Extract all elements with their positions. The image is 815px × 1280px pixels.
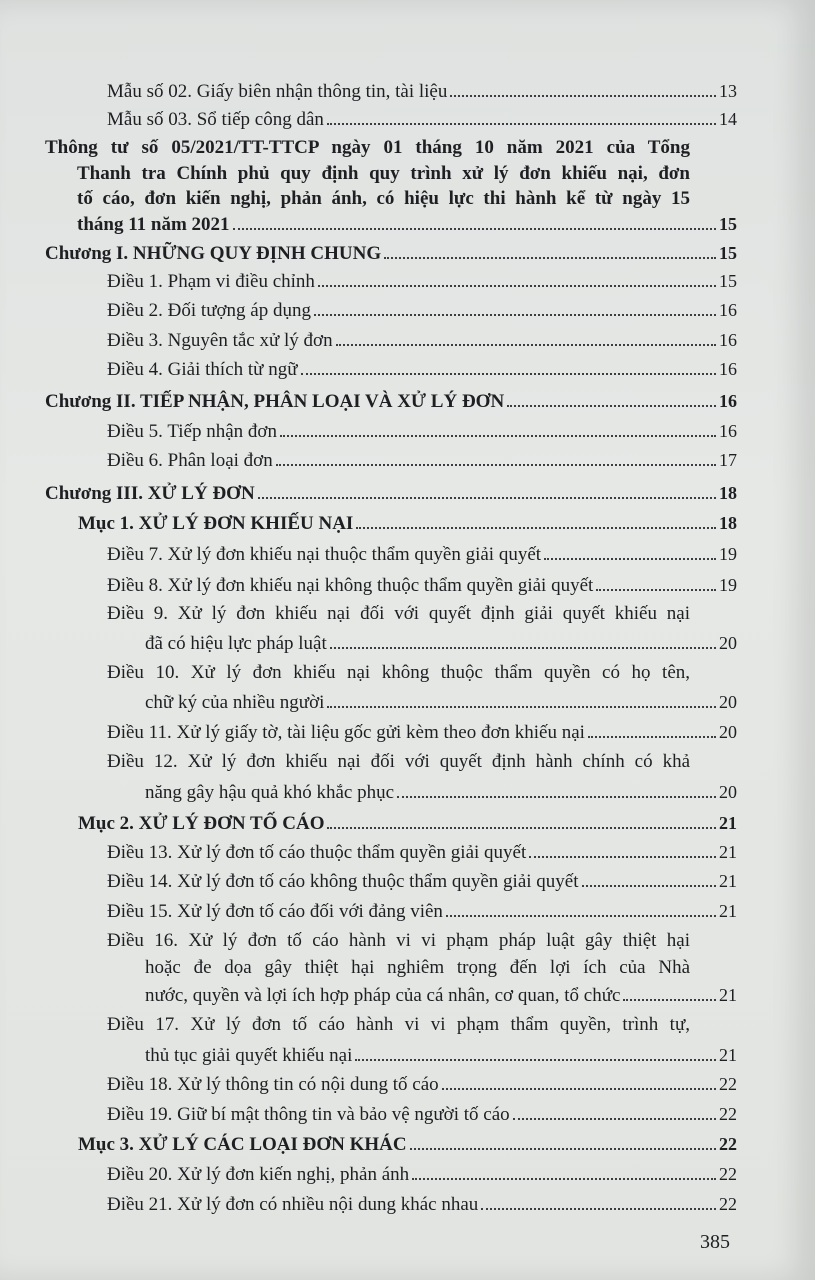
toc-entry-title: đã có hiệu lực pháp luật <box>145 633 327 654</box>
toc-entry-title: nước, quyền và lợi ích hợp pháp của cá nhân, cơ quan, tổ chức <box>145 985 621 1006</box>
toc-entry-dieu-10-line-2 <box>145 690 737 715</box>
leader-dots <box>412 1162 716 1180</box>
toc-entry-title: Mẫu số 03. Sổ tiếp công dân <box>107 109 324 130</box>
toc-entry-dieu-12-line-1: Điều 12. Xử lý đơn khiếu nại đối với quyết định hành chính có khả <box>107 751 690 772</box>
toc-page-number: 16 <box>719 359 737 379</box>
toc-page-number: 21 <box>719 871 737 891</box>
leader-dots <box>276 448 716 466</box>
leader-dots <box>258 481 716 499</box>
toc-entry-dieu-8 <box>107 573 737 598</box>
toc-page-number: 16 <box>719 300 737 320</box>
leader-dots <box>327 107 716 125</box>
toc-entry-dieu-17-line-1: Điều 17. Xử lý đơn tố cáo hành vi vi phạm thẩm quyền, trình tự, <box>107 1014 690 1035</box>
toc-page-number: 20 <box>719 722 737 742</box>
toc-page-number: 16 <box>719 391 737 411</box>
toc-entry-title: Chương II. TIẾP NHẬN, PHÂN LOẠI VÀ XỬ LÝ ĐƠN <box>45 391 505 412</box>
toc-entry-mau-02 <box>107 79 737 104</box>
toc-page-number: 17 <box>719 450 737 470</box>
leader-dots <box>233 212 716 230</box>
toc-entry-title: Điều 5. Tiếp nhận đơn <box>107 421 277 442</box>
leader-dots <box>280 419 716 437</box>
toc-entry-title: Điều 18. Xử lý thông tin có nội dung tố cáo <box>107 1074 439 1095</box>
toc-page-number: 19 <box>719 544 737 564</box>
toc-entry-title: Điều 20. Xử lý đơn kiến nghị, phản ánh <box>107 1164 410 1185</box>
toc-entry-title: Điều 2. Đối tượng áp dụng <box>107 300 311 321</box>
leader-dots <box>544 542 716 560</box>
toc-page-number: 13 <box>719 81 737 101</box>
toc-entry-dieu-2 <box>107 298 737 323</box>
toc-page-number: 20 <box>719 782 737 802</box>
toc-entry-dieu-16-line-2: hoặc đe dọa gây thiệt hại nghiêm trọng đến lợi ích của Nhà <box>145 957 690 978</box>
circular-title-line-4 <box>77 212 737 237</box>
toc-entry-dieu-7 <box>107 542 737 567</box>
toc-entry-title: Điều 13. Xử lý đơn tố cáo thuộc thẩm quyền giải quyết <box>107 842 527 863</box>
toc-page-number: 18 <box>719 513 737 533</box>
toc-page-number: 14 <box>719 109 737 129</box>
toc-entry-dieu-5 <box>107 419 737 444</box>
leader-dots <box>529 840 716 858</box>
toc-page-number: 16 <box>719 330 737 350</box>
toc-page-number: 22 <box>719 1194 737 1214</box>
toc-section-3 <box>78 1132 737 1157</box>
toc-page-number: 21 <box>719 1045 737 1065</box>
leader-dots <box>327 690 716 708</box>
leader-dots <box>356 511 716 529</box>
toc-page-number: 22 <box>719 1104 737 1124</box>
toc-page-number: 15 <box>719 271 737 291</box>
toc-chapter-2 <box>45 389 737 414</box>
leader-dots <box>410 1132 716 1150</box>
toc-entry-dieu-14 <box>107 869 737 894</box>
toc-entry-dieu-9-line-1: Điều 9. Xử lý đơn khiếu nại đối với quyết định giải quyết khiếu nại <box>107 603 690 624</box>
toc-entry-title: Điều 6. Phân loại đơn <box>107 450 273 471</box>
toc-entry-dieu-9-line-2 <box>145 631 737 656</box>
toc-entry-title: Điều 15. Xử lý đơn tố cáo đối với đảng viên <box>107 901 443 922</box>
toc-page-number: 22 <box>719 1134 737 1154</box>
leader-dots <box>596 573 716 591</box>
leader-dots <box>513 1102 716 1120</box>
toc-entry-mau-03 <box>107 107 737 132</box>
toc-entry-title: Mẫu số 02. Giấy biên nhận thông tin, tài liệu <box>107 81 448 102</box>
toc-entry-dieu-16-line-3 <box>145 983 737 1008</box>
leader-dots <box>336 328 716 346</box>
leader-dots <box>355 1043 716 1061</box>
toc-page-number: 18 <box>719 483 737 503</box>
toc-entry-title: Điều 19. Giữ bí mật thông tin và bảo vệ người tố cáo <box>107 1104 510 1125</box>
leader-dots <box>327 811 716 829</box>
leader-dots <box>314 298 716 316</box>
toc-entry-title: Điều 8. Xử lý đơn khiếu nại không thuộc thẩm quyền giải quyết <box>107 575 594 596</box>
leader-dots <box>442 1072 716 1090</box>
toc-entry-title: Điều 21. Xử lý đơn có nhiều nội dung khác nhau <box>107 1194 479 1215</box>
toc-entry-title: chữ ký của nhiều người <box>145 692 325 713</box>
toc-chapter-3 <box>45 481 737 506</box>
toc-entry-dieu-15 <box>107 899 737 924</box>
toc-entry-dieu-4 <box>107 357 737 382</box>
toc-entry-dieu-3 <box>107 328 737 353</box>
circular-title-line-1: Thông tư số 05/2021/TT-TTCP ngày 01 tháng 10 năm 2021 của Tổng <box>45 137 690 158</box>
leader-dots <box>384 241 716 259</box>
toc-entry-title: Chương I. NHỮNG QUY ĐỊNH CHUNG <box>45 243 382 264</box>
leader-dots <box>397 780 716 798</box>
leader-dots <box>330 631 716 649</box>
toc-entry-title: Điều 1. Phạm vi điều chỉnh <box>107 271 315 292</box>
toc-page-number: 22 <box>719 1164 737 1184</box>
leader-dots <box>588 720 716 738</box>
toc-entry-title: Mục 1. XỬ LÝ ĐƠN KHIẾU NẠI <box>78 513 354 534</box>
toc-entry-dieu-10-line-1: Điều 10. Xử lý đơn khiếu nại không thuộc thẩm quyền có họ tên, <box>107 662 690 683</box>
leader-dots <box>481 1192 716 1210</box>
circular-title-line-2: Thanh tra Chính phủ quy định quy trình xử lý đơn khiếu nại, đơn <box>77 163 690 184</box>
toc-entry-dieu-17-line-2 <box>145 1043 737 1068</box>
leader-dots <box>318 269 716 287</box>
toc-page-number: 21 <box>719 813 737 833</box>
leader-dots <box>446 899 716 917</box>
page-number: 385 <box>700 1231 730 1253</box>
toc-entry-dieu-1 <box>107 269 737 294</box>
toc-page-number: 20 <box>719 692 737 712</box>
toc-entry-dieu-21 <box>107 1192 737 1217</box>
toc-chapter-1 <box>45 241 737 266</box>
toc-page-number: 21 <box>719 985 737 1005</box>
toc-page-number: 20 <box>719 633 737 653</box>
toc-entry-title: Mục 2. XỬ LÝ ĐƠN TỐ CÁO <box>78 813 325 834</box>
toc-entry-dieu-18 <box>107 1072 737 1097</box>
leader-dots <box>450 79 716 97</box>
toc-entry-dieu-16-line-1: Điều 16. Xử lý đơn tố cáo hành vi vi phạm pháp luật gây thiệt hại <box>107 930 690 951</box>
toc-entry-dieu-13 <box>107 840 737 865</box>
toc-page-number: 19 <box>719 575 737 595</box>
toc-entry-title: thủ tục giải quyết khiếu nại <box>145 1045 353 1066</box>
toc-page-number: 15 <box>719 243 737 263</box>
toc-entry-title: Mục 3. XỬ LÝ CÁC LOẠI ĐƠN KHÁC <box>78 1134 407 1155</box>
toc-entry-title: Điều 7. Xử lý đơn khiếu nại thuộc thẩm quyền giải quyết <box>107 544 542 565</box>
toc-section-1 <box>78 511 737 536</box>
toc-entry-title: năng gây hậu quả khó khắc phục <box>145 782 395 803</box>
toc-page-number: 21 <box>719 901 737 921</box>
toc-entry-title: Điều 4. Giải thích từ ngữ <box>107 359 298 380</box>
toc-section-2 <box>78 811 737 836</box>
toc-page-number: 22 <box>719 1074 737 1094</box>
toc-entry-dieu-6 <box>107 448 737 473</box>
toc-entry-dieu-20 <box>107 1162 737 1187</box>
toc-entry-dieu-19 <box>107 1102 737 1127</box>
toc-entry-dieu-11 <box>107 720 737 745</box>
toc-page-number: 15 <box>719 214 737 234</box>
leader-dots <box>582 869 716 887</box>
leader-dots <box>623 983 716 1001</box>
leader-dots <box>301 357 716 375</box>
toc-page-number: 21 <box>719 842 737 862</box>
toc-page-number: 16 <box>719 421 737 441</box>
toc-entry-title: Điều 3. Nguyên tắc xử lý đơn <box>107 330 333 351</box>
toc-entry-title: Điều 14. Xử lý đơn tố cáo không thuộc thẩm quyền giải quyết <box>107 871 579 892</box>
circular-title-line-3: tố cáo, đơn kiến nghị, phản ánh, có hiệu lực thi hành kể từ ngày 15 <box>77 188 690 209</box>
toc-entry-title: tháng 11 năm 2021 <box>77 214 230 235</box>
leader-dots <box>507 389 716 407</box>
toc-entry-title: Điều 11. Xử lý giấy tờ, tài liệu gốc gửi kèm theo đơn khiếu nại <box>107 722 585 743</box>
toc-entry-dieu-12-line-2 <box>145 780 737 805</box>
toc-entry-title: Chương III. XỬ LÝ ĐƠN <box>45 483 255 504</box>
